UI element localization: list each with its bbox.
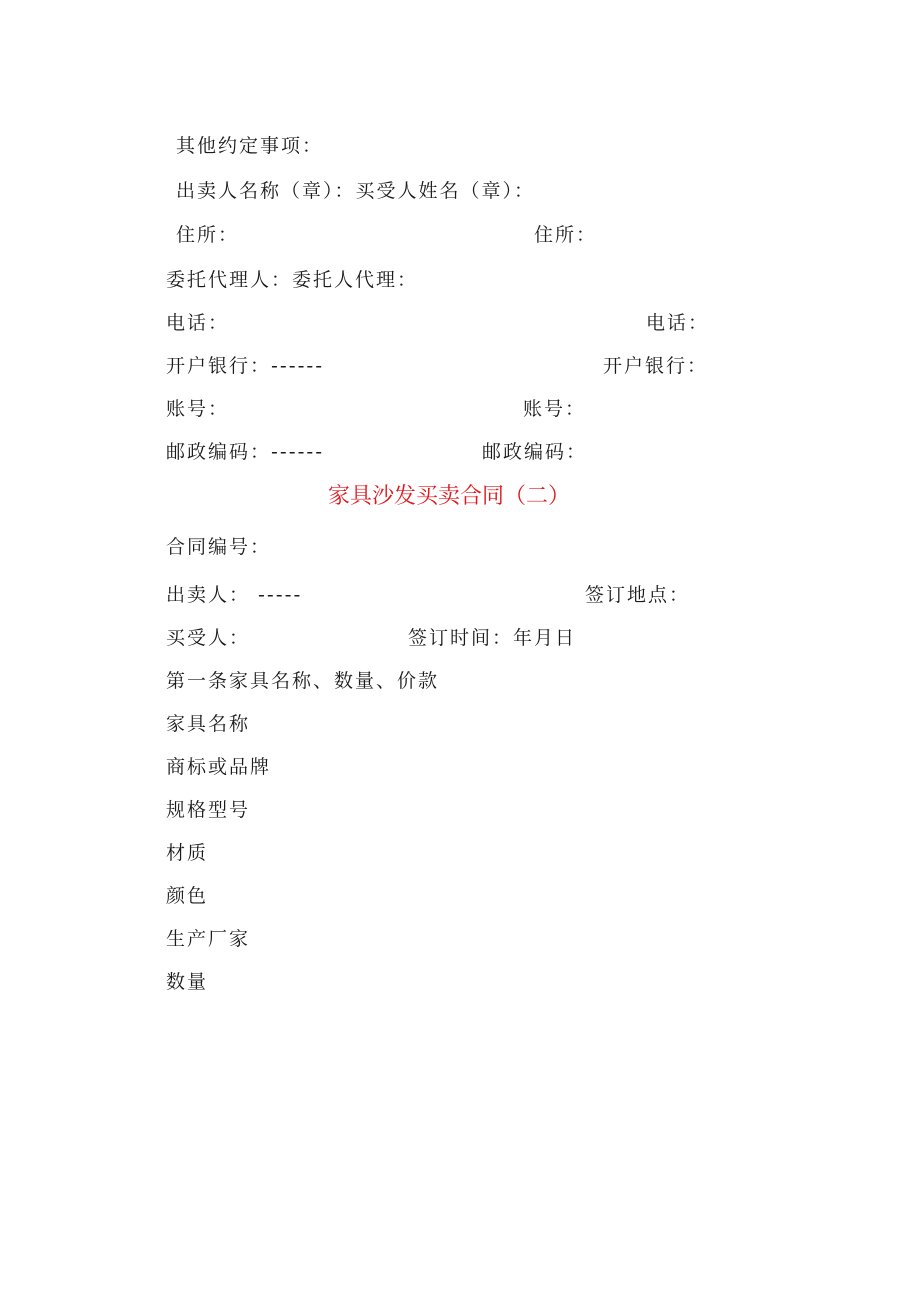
address-right-label: 住所： — [534, 224, 598, 246]
item-manufacturer: 生产厂家 — [166, 928, 251, 950]
seller-buyer-names-label: 出卖人名称（章）：买受人姓名（章）： — [176, 180, 536, 202]
bank-right-label: 开户银行： — [603, 355, 709, 377]
buyer-label: 买受人： — [166, 627, 251, 649]
item-furniture-name: 家具名称 — [166, 713, 251, 735]
item-color: 颜色 — [166, 885, 209, 907]
address-left-label: 住所： — [176, 224, 240, 246]
article-1-heading: 第一条家具名称、数量、价款 — [166, 670, 440, 692]
phone-right-label: 电话： — [646, 312, 710, 334]
contract-title: 家具沙发买卖合同（二） — [328, 484, 571, 509]
agents-label: 委托代理人：委托人代理： — [166, 269, 419, 291]
account-left-label: 账号： — [166, 398, 230, 420]
contract-number-label: 合同编号： — [166, 536, 272, 558]
bank-left-label: 开户银行：------ — [166, 355, 325, 377]
phone-left-label: 电话： — [166, 312, 230, 334]
signing-time-label: 签订时间：年月日 — [408, 627, 577, 649]
seller-label: 出卖人： ----- — [166, 584, 303, 606]
other-matters-label: 其他约定事项： — [176, 135, 324, 157]
item-brand: 商标或品牌 — [166, 756, 272, 778]
item-material: 材质 — [166, 842, 209, 864]
account-right-label: 账号： — [523, 398, 587, 420]
signing-place-label: 签订地点： — [585, 584, 691, 606]
item-quantity: 数量 — [166, 971, 209, 993]
postcode-left-label: 邮政编码：------ — [166, 441, 325, 463]
item-model: 规格型号 — [166, 799, 251, 821]
postcode-right-label: 邮政编码： — [482, 441, 588, 463]
